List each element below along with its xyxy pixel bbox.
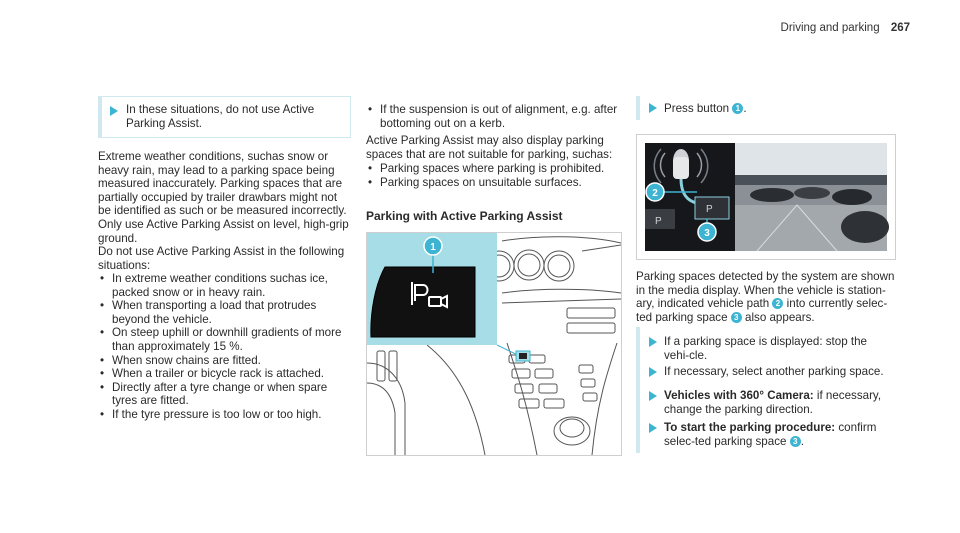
svg-text:P: P (655, 216, 662, 227)
page-header (781, 22, 910, 36)
svg-text:2: 2 (652, 188, 658, 199)
tip-box (98, 96, 351, 138)
callout-1-badge: 1 (732, 103, 743, 114)
arrow-right-icon (649, 391, 657, 401)
steps-box: If a parking space is displayed: stop the vehi-cle. If necessary, select another parking space. Vehicles with 360° Camera: if necessary, change the parking direction. To start the parking procedure: confirm selec-ted parking space 3 . (636, 327, 898, 453)
header-section: Driving and parking (780, 22, 880, 34)
svg-text:1: 1 (430, 242, 436, 253)
list-item: • On steep uphill or downhill gradients of more than approximately 15 %. (100, 326, 342, 353)
tip-text: In these situations, do not use Active Parking Assist. (126, 103, 315, 130)
bullet-list (98, 272, 350, 422)
media-display-figure (636, 134, 896, 260)
arrow-right-icon (649, 103, 657, 113)
callout-3-badge: 3 (790, 436, 801, 447)
media-display (637, 135, 895, 259)
list-item: • If the tyre pressure is too low or too high. (100, 407, 322, 421)
console-illustration (366, 232, 622, 456)
list-item: • Parking spaces on unsuitable surfaces. (368, 175, 582, 189)
section-heading: Parking with Active Parking Assist (366, 209, 563, 223)
list-item: • If the suspension is out of alignment, e.g. after bottoming out on a kerb. (368, 103, 618, 130)
callout-2-badge: 2 (772, 298, 783, 309)
paragraph: Do not use Active Parking Assist in the following situations: (98, 245, 345, 272)
list-item: • Directly after a tyre change or when spare tyres are fitted. (100, 380, 328, 408)
svg-text:3: 3 (704, 228, 710, 239)
bullet-list (366, 103, 622, 130)
list-item: • When snow chains are fitted. (100, 353, 261, 367)
page-number: 267 (890, 22, 910, 34)
paragraph: Parking spaces detected by the system are shown in the media display. When the vehicle is station-ary, indicated vehicle path 2 into currently selec-ted parking space 3 also appears. (636, 270, 895, 324)
paragraph: Active Parking Assist may also display parking spaces that are not suitable for parking, suchas: (366, 134, 613, 161)
list-item: • When a trailer or bicycle rack is attached. (100, 367, 324, 381)
svg-text:P: P (706, 204, 713, 215)
list-item: • Parking spaces where parking is prohibited. (368, 162, 605, 175)
arrow-right-icon (649, 367, 657, 377)
button-panel (371, 267, 475, 337)
step-box (636, 96, 898, 120)
bullet-list (366, 162, 622, 189)
arrow-right-icon (649, 337, 657, 347)
arrow-right-icon (649, 423, 657, 433)
list-item: • When transporting a load that protrudes beyond the vehicle. (100, 299, 317, 326)
step-text: Press button 1 . (664, 102, 747, 115)
callout-3-badge: 3 (731, 312, 742, 323)
list-item: • In extreme weather conditions suchas ice, packed snow or in heavy rain. (100, 272, 328, 299)
console-drawing (367, 233, 621, 455)
paragraph: Extreme weather conditions, suchas snow or heavy rain, may lead to a parking space being measured inaccurately. Parking spaces that are partially occupied by trailer drawbars might not be identified as such or be measured incorrectly. Only use Active Parking Assist on level, high-grip ground. (98, 150, 349, 245)
arrow-right-icon (110, 106, 118, 116)
